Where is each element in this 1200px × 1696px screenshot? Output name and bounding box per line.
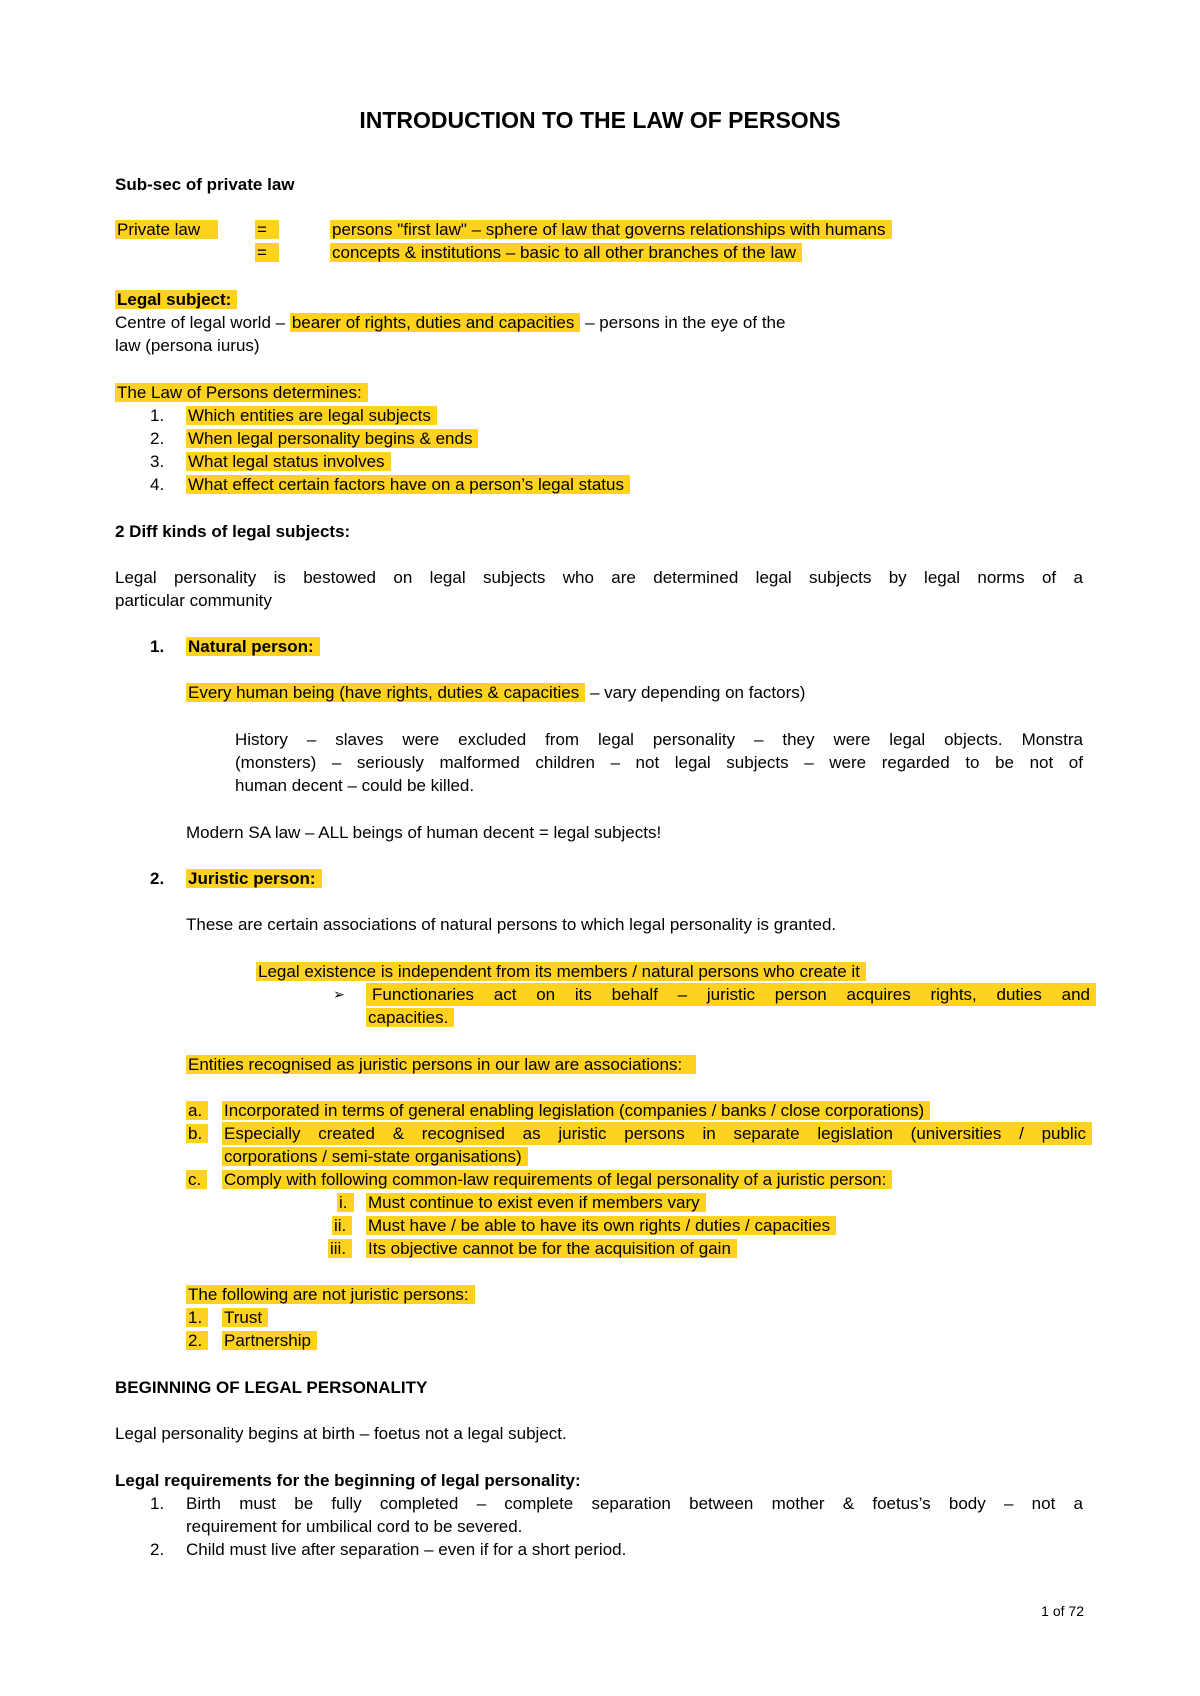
legal-subject-line-1: Centre of legal world – bearer of rights, duties and capacities – persons in the eye of the: [115, 313, 786, 332]
juristic-person-heading: Juristic person:: [186, 867, 322, 890]
not-juristic-item: Partnership: [222, 1329, 317, 1352]
kinds-paragraph-line-1: Legal personality is bestowed on legal subjects who are determined legal subjects by legal norms of a: [115, 568, 1083, 587]
modern-sa-law: Modern SA law – ALL beings of human decent = legal subjects!: [186, 823, 662, 842]
entity-item-a: Incorporated in terms of general enabling legislation (companies / banks / close corporations): [222, 1099, 930, 1122]
private-law-definition-2: concepts & institutions – basic to all other branches of the law: [330, 241, 802, 264]
history-line-2: (monsters) – seriously malformed children – not legal subjects – were regarded to be not of: [235, 753, 1083, 772]
requirements-heading: Legal requirements for the beginning of legal personality:: [115, 1471, 581, 1490]
list-item: When legal personality begins & ends: [186, 427, 478, 450]
requirement-1-line-2: requirement for umbilical cord to be severed.: [186, 1517, 523, 1536]
legal-existence-line: Legal existence is independent from its members / natural persons who create it: [256, 960, 866, 983]
list-number: 1.: [150, 406, 165, 425]
entity-item-b-line-2: corporations / semi-state organisations): [222, 1145, 528, 1168]
list-letter: b.: [186, 1122, 208, 1145]
entities-heading: Entities recognised as juristic persons in our law are associations:: [186, 1053, 696, 1076]
functionaries-line-2: capacities.: [366, 1006, 454, 1029]
list-item: Which entities are legal subjects: [186, 404, 437, 427]
list-letter: a.: [186, 1099, 208, 1122]
list-number: 1.: [186, 1306, 208, 1329]
page-title: INTRODUCTION TO THE LAW OF PERSONS: [359, 107, 841, 133]
legal-subject-line-2: law (persona iurus): [115, 336, 260, 355]
juristic-person-intro: These are certain associations of natural persons to which legal personality is granted.: [186, 915, 837, 934]
private-law-term: Private law: [115, 218, 218, 241]
roman-numeral: i.: [337, 1191, 354, 1214]
kinds-heading: 2 Diff kinds of legal subjects:: [115, 522, 351, 541]
private-law-definition-1: persons "first law" – sphere of law that governs relationships with humans: [330, 218, 892, 241]
functionaries-line-1: Functionaries act on its behalf – juristic person acquires rights, duties and: [366, 983, 1096, 1006]
list-number: 1.: [150, 1494, 165, 1513]
legal-subject-heading: Legal subject:: [115, 288, 237, 311]
beginning-intro: Legal personality begins at birth – foetus not a legal subject.: [115, 1424, 567, 1443]
list-number: 2.: [150, 1540, 165, 1559]
not-juristic-item: Trust: [222, 1306, 268, 1329]
list-letter: c.: [186, 1168, 207, 1191]
kinds-paragraph-line-2: particular community: [115, 591, 272, 610]
equals-sign-1: =: [255, 218, 279, 241]
juristic-person-number: 2.: [150, 869, 165, 888]
arrow-bullet-icon: ➢: [333, 986, 345, 1002]
natural-person-definition: Every human being (have rights, duties & capacities – vary depending on factors): [188, 683, 806, 702]
list-item: What legal status involves: [186, 450, 391, 473]
list-number: 2.: [186, 1329, 208, 1352]
requirement-item: Must have / be able to have its own rights / duties / capacities: [366, 1214, 836, 1237]
entity-item-c: Comply with following common-law requirements of legal personality of a juristic person:: [222, 1168, 892, 1191]
list-number: 3.: [150, 452, 165, 471]
list-number: 2.: [150, 429, 165, 448]
requirement-1-line-1: Birth must be fully completed – complete separation between mother & foetus’s body – not a: [186, 1494, 1083, 1513]
not-juristic-heading: The following are not juristic persons:: [186, 1283, 475, 1306]
equals-sign-2: =: [255, 241, 279, 264]
list-number: 4.: [150, 475, 165, 494]
law-determines-heading: The Law of Persons determines:: [115, 381, 368, 404]
beginning-heading: BEGINNING OF LEGAL PERSONALITY: [115, 1378, 428, 1397]
list-item: What effect certain factors have on a person’s legal status: [186, 473, 630, 496]
roman-numeral: ii.: [332, 1214, 352, 1237]
history-line-1: History – slaves were excluded from legal personality – they were legal objects. Monstra: [235, 730, 1083, 749]
roman-numeral: iii.: [328, 1237, 352, 1260]
history-line-3: human decent – could be killed.: [235, 776, 475, 795]
requirement-2: Child must live after separation – even if for a short period.: [186, 1540, 627, 1559]
page-number: 1 of 72: [1041, 1603, 1084, 1619]
entity-item-b-line-1: Especially created & recognised as juristic persons in separate legislation (universities / public: [222, 1122, 1092, 1145]
natural-person-number: 1.: [150, 637, 165, 656]
requirement-item: Its objective cannot be for the acquisition of gain: [366, 1237, 737, 1260]
requirement-item: Must continue to exist even if members vary: [366, 1191, 706, 1214]
natural-person-heading: Natural person:: [186, 635, 320, 658]
subsec-heading: Sub-sec of private law: [115, 175, 295, 194]
